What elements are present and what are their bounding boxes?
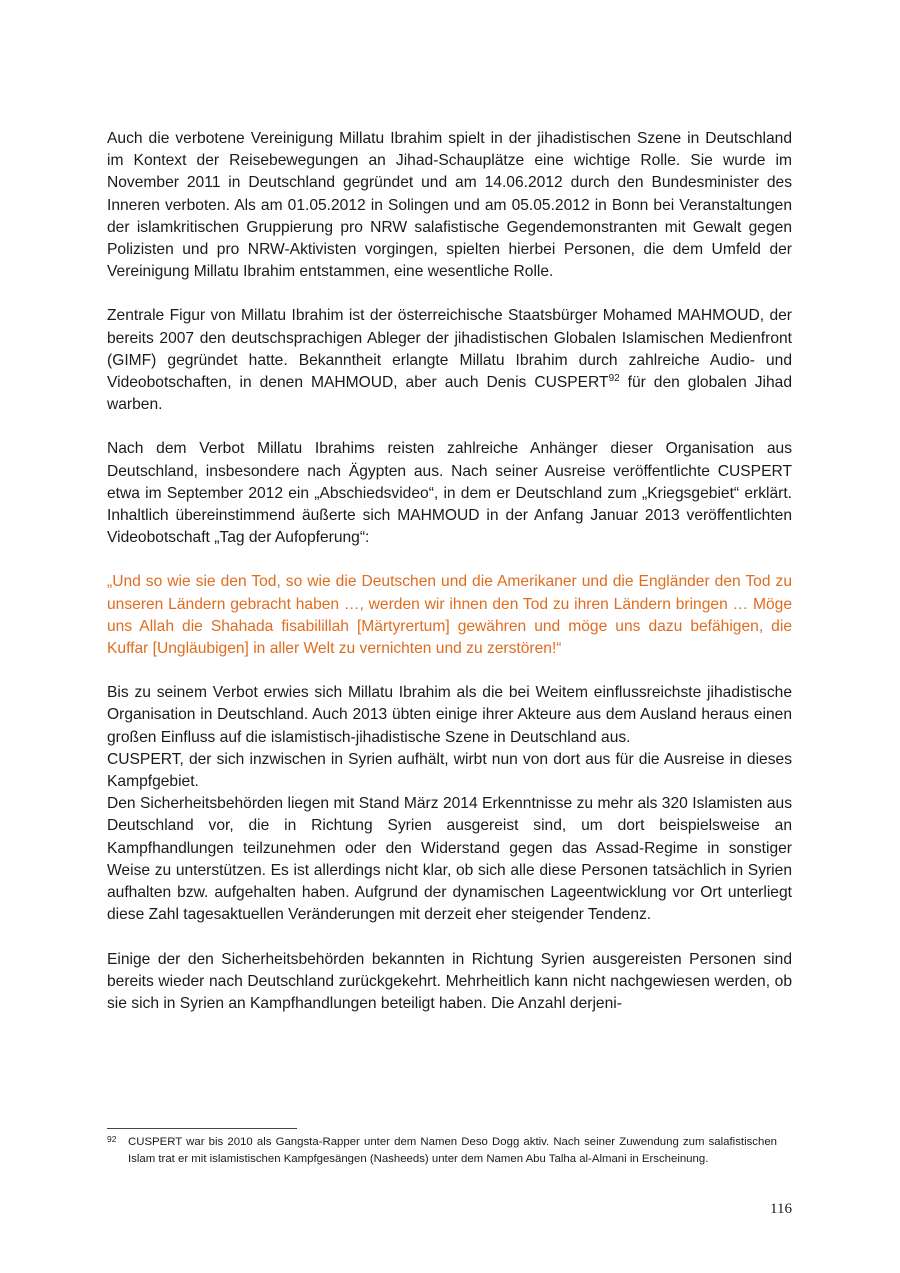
footnote-text: CUSPERT war bis 2010 als Gangsta-Rapper unter dem Namen Deso Dogg aktiv. Nach seiner Zuwendung zum salafistischen Islam trat er mit islamistischen Kampfgesängen (Nasheeds) unter dem Namen Abu Talha al-Almani in Erscheinung.	[128, 1136, 777, 1165]
page-number: 116	[770, 1201, 792, 1217]
paragraph-returnees: Einige der den Sicherheitsbehörden bekannten in Richtung Syrien ausgereisten Personen sind bereits wieder nach Deutschland zurückgekehrt. Mehrheitlich kann nicht nachgewiesen werden, ob sie sich in Syrien an Kampfhandlungen beteiligt haben. Die Anzahl derjeni-	[107, 950, 792, 1012]
paragraph-millatu-ibrahim-intro: Auch die verbotene Vereinigung Millatu Ibrahim spielt in der jihadistischen Szene in Deutschland im Kontext der Reisebewegungen an Jihad-Schauplätze eine wichtige Rolle. Sie wurde im November 2011 in Deutschland gegründet und am 14.06.2012 durch den Bundesminister des Inneren verboten. Als am 01.05.2012 in Solingen und am 05.05.2012 in Bonn bei Veranstaltungen der islamkritischen Gruppierung pro NRW salafistische Gegendemonstranten mit Gewalt gegen Polizisten und pro NRW-Aktivisten vorgingen, spielten hierbei Personen, die dem Umfeld der Vereinigung Millatu Ibrahim entstammen, eine wesentliche Rolle.	[107, 130, 792, 281]
paragraph-mahmoud	[107, 305, 792, 416]
footnote-divider	[107, 1128, 297, 1129]
paragraph-influence: Bis zu seinem Verbot erwies sich Millatu Ibrahim als die bei Weitem einflussreichste jihadistische Organisation in Deutschland. Auch 2013 übten einige ihrer Akteure aus dem Ausland heraus einen großen Einfluss auf die islamistisch-jihadistische Szene in Deutschland aus.	[107, 684, 792, 746]
paragraph-cuspert-syria: CUSPERT, der sich inzwischen in Syrien aufhält, wirbt nun von dort aus für die Ausreise in dieses Kampfgebiet.	[107, 750, 792, 791]
footnote-number: 92	[107, 1134, 117, 1144]
paragraph-mahmoud-end: für den globalen Jihad warben.	[107, 374, 792, 414]
footnote	[107, 1134, 777, 1167]
body-text	[107, 128, 792, 1015]
paragraph-mahmoud-text: Zentrale Figur von Millatu Ibrahim ist der österreichische Staatsbürger Mohamed MAHMOUD, der bereits 2007 den deutschsprachigen Ableger der jihadistischen Globalen Islamischen Medienfront (GIMF) gegründet hatte. Bekanntheit erlangte Millatu Ibrahim durch zahlreiche Audio- und Videobotschaften, in denen MAHMOUD, aber auch Denis CUSPERT	[107, 307, 792, 392]
quote-block: „Und so wie sie den Tod, so wie die Deutschen und die Amerikaner und die Engländer den Tod zu unseren Ländern gebracht haben …, werden wir ihnen den Tod zu ihren Ländern bringen … Möge uns Allah die Shahada fisabilillah [Märtyrertum] gewähren und möge uns dazu befähigen, die Kuffar [Ungläubigen] in aller Welt zu vernichten und zu zerstören!“	[107, 573, 792, 658]
paragraph-after-ban: Nach dem Verbot Millatu Ibrahims reisten zahlreiche Anhänger dieser Organisation aus Deutschland, insbesondere nach Ägypten aus. Nach seiner Ausreise veröffentlichte CUSPERT etwa im September 2012 ein „Abschiedsvideo“, in dem er Deutschland zum „Kriegsgebiet“ erklärt. Inhaltlich übereinstimmend äußerte sich MAHMOUD in der Anfang Januar 2013 veröffentlichten Videobotschaft „Tag der Aufopferung“:	[107, 440, 792, 547]
paragraph-security-authorities: Den Sicherheitsbehörden liegen mit Stand März 2014 Erkenntnisse zu mehr als 320 Islamisten aus Deutschland vor, die in Richtung Syrien ausgereist sind, um dort beispielsweise an Kampfhandlungen teilzunehmen oder den Widerstand gegen das Assad-Regime in sonstiger Weise zu unterstützen. Es ist allerdings nicht klar, ob sich alle diese Personen tatsächlich in Syrien aufhalten bzw. aufgehalten haben. Aufgrund der dynamischen Lageentwicklung vor Ort unterliegt diese Zahl tagesaktuellen Veränderungen mit derzeit eher steigender Tendenz.	[107, 795, 792, 924]
footnote-ref-92[interactable]: 92	[608, 372, 620, 384]
